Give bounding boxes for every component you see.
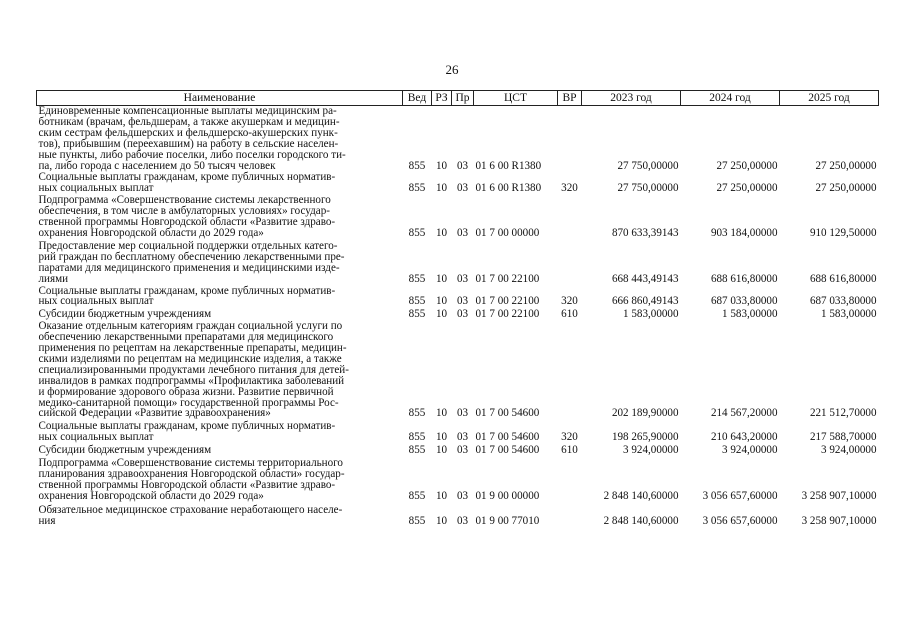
row-name-line: Социальные выплаты гражданам, кроме публичных норматив- xyxy=(38,284,336,297)
amount-2025-cell: 3 258 907,10000 xyxy=(801,514,877,527)
vr-cell: 320 xyxy=(561,295,578,308)
ved-cell: 855 xyxy=(408,295,426,308)
amount-2024-cell: 688 616,80000 xyxy=(710,272,778,285)
amount-2025-cell: 27 250,00000 xyxy=(815,159,877,172)
amount-2023-cell: 870 633,39143 xyxy=(611,226,679,239)
amount-2024-cell: 1 583,00000 xyxy=(722,308,778,321)
column-header-2023: 2023 год xyxy=(582,91,681,106)
row-name-cell xyxy=(37,106,403,172)
rz-cell: 10 xyxy=(435,272,448,285)
cst-cell: 01 7 00 22100 xyxy=(475,295,540,308)
row-name-line: инвалидов в рамках подпрограммы «Профилактика заболеваний xyxy=(38,374,345,387)
table-row xyxy=(37,285,879,308)
amount-2023-cell: 198 265,90000 xyxy=(611,431,679,444)
amount-2025-cell: 910 129,50000 xyxy=(809,226,877,239)
row-name-line: Подпрограмма «Совершенствование системы территориального xyxy=(38,457,343,470)
ved-cell: 855 xyxy=(408,514,426,527)
amount-2025-cell: 3 924,00000 xyxy=(821,444,877,457)
amount-2024-cell: 903 184,00000 xyxy=(710,226,778,239)
vr-cell: 610 xyxy=(561,308,578,321)
table-body xyxy=(37,106,879,527)
row-name-line: ных социальных выплат xyxy=(38,182,154,195)
pr-cell: 03 xyxy=(456,272,469,285)
row-name-line: паратами для медицинского применения и медицинскими изде- xyxy=(38,261,340,274)
vr-cell: 320 xyxy=(561,182,578,195)
column-header-vr: ВР xyxy=(558,91,582,106)
row-name-line: специализированными продуктами лечебного питания для детей- xyxy=(38,363,349,376)
cst-cell: 01 7 00 54600 xyxy=(475,431,540,444)
cst-cell: 01 7 00 22100 xyxy=(475,308,540,321)
table-row xyxy=(37,171,879,194)
cst-cell: 01 6 00 R1380 xyxy=(475,182,542,195)
column-header-2024: 2024 год xyxy=(681,91,780,106)
row-name-cell xyxy=(37,239,403,285)
ved-cell: 855 xyxy=(408,407,426,420)
row-name-line: сийской Федерации «Развитие здравоохранения» xyxy=(38,407,271,420)
row-name-line: скими изделиями по рецептам на медицинские изделия, а также xyxy=(38,352,342,365)
amount-2024-cell: 210 643,20000 xyxy=(710,431,778,444)
vr-cell xyxy=(558,456,582,502)
rz-cell: 10 xyxy=(435,407,448,420)
amount-2023-cell: 668 443,49143 xyxy=(611,272,679,285)
table-row xyxy=(37,239,879,285)
pr-cell: 03 xyxy=(456,407,469,420)
column-header-name: Наименование xyxy=(37,91,403,106)
row-name-line: ским сестрам фельдшерских и фельдшерско-акушерских пунк- xyxy=(38,126,338,139)
rz-cell: 10 xyxy=(435,444,448,457)
amount-2025-cell: 217 588,70000 xyxy=(809,431,877,444)
row-name-line: охранения Новгородской области до 2029 года» xyxy=(38,489,264,502)
rz-cell: 10 xyxy=(435,226,448,239)
amount-2025-cell: 3 258 907,10000 xyxy=(801,489,877,502)
row-name-line: ственной программы Новгородской области «Развитие здраво- xyxy=(38,478,336,491)
row-name-line: ственной программы Новгородской области «Развитие здраво- xyxy=(38,216,336,229)
table-row xyxy=(37,194,879,239)
amount-2025-cell: 687 033,80000 xyxy=(809,295,877,308)
amount-2023-cell: 3 924,00000 xyxy=(623,444,679,457)
cst-cell: 01 9 00 00000 xyxy=(475,489,540,502)
cst-cell: 01 7 00 00000 xyxy=(475,226,540,239)
amount-2024-cell: 3 056 657,60000 xyxy=(702,489,778,502)
row-name-line: Обязательное медицинское страхование неработающего населе- xyxy=(38,503,343,516)
cst-cell: 01 7 00 54600 xyxy=(475,444,540,457)
row-name-cell xyxy=(37,320,403,419)
ved-cell: 855 xyxy=(408,272,426,285)
amount-2024-cell: 214 567,20000 xyxy=(710,407,778,420)
amount-2023-cell: 666 860,49143 xyxy=(611,295,679,308)
row-name-line: Социальные выплаты гражданам, кроме публичных норматив- xyxy=(38,171,336,184)
row-name-line: Подпрограмма «Совершенствование системы лекарственного xyxy=(38,194,331,207)
row-name-line: обеспечению лекарственными препаратами для медицинского xyxy=(38,331,334,344)
row-name-line: Предоставление мер социальной поддержки отдельных катего- xyxy=(38,239,338,252)
column-header-pr: Пр xyxy=(452,91,474,106)
row-name-line: тов), прибывшим (переехавшим) на работу в сельские населен- xyxy=(38,137,339,150)
row-name-cell xyxy=(37,307,403,320)
column-header-cst: ЦСТ xyxy=(474,91,558,106)
row-name-cell xyxy=(37,419,403,443)
rz-cell: 10 xyxy=(435,308,448,321)
row-name-line: лиями xyxy=(38,272,69,285)
row-name-cell xyxy=(37,171,403,194)
vr-cell xyxy=(558,106,582,172)
row-name-cell xyxy=(37,285,403,308)
amount-2023-cell: 27 750,00000 xyxy=(617,159,679,172)
ved-cell: 855 xyxy=(408,182,426,195)
ved-cell: 855 xyxy=(408,308,426,321)
rz-cell: 10 xyxy=(435,489,448,502)
vr-cell: 610 xyxy=(561,444,578,457)
cst-cell: 01 7 00 22100 xyxy=(475,272,540,285)
vr-cell: 320 xyxy=(561,431,578,444)
row-name-line: и формирование здорового образа жизни. Развитие первичной xyxy=(38,385,334,398)
vr-cell xyxy=(558,502,582,527)
amount-2025-cell: 1 583,00000 xyxy=(821,308,877,321)
row-name-line: ботникам (врачам, фельдшерам, а также акушеркам и медицин- xyxy=(38,115,340,128)
row-name-line: ные пункты, либо рабочие поселки, либо поселки городского ти- xyxy=(38,148,346,161)
table-row xyxy=(37,320,879,419)
amount-2023-cell: 2 848 140,60000 xyxy=(603,514,679,527)
vr-cell xyxy=(558,239,582,285)
pr-cell: 03 xyxy=(456,226,469,239)
column-header-2025: 2025 год xyxy=(780,91,879,106)
pr-cell: 03 xyxy=(456,489,469,502)
table-row xyxy=(37,502,879,527)
rz-cell: 10 xyxy=(435,431,448,444)
row-name-line: обеспечения, в том числе в амбулаторных условиях» государ- xyxy=(38,205,330,218)
row-name-line: Социальные выплаты гражданам, кроме публичных норматив- xyxy=(38,420,336,433)
amount-2023-cell: 202 189,90000 xyxy=(611,407,679,420)
row-name-line: па, либо города с населением до 50 тысяч человек xyxy=(38,159,276,172)
row-name-cell xyxy=(37,194,403,239)
amount-2025-cell: 688 616,80000 xyxy=(809,272,877,285)
amount-2025-cell: 221 512,70000 xyxy=(809,407,877,420)
pr-cell: 03 xyxy=(456,295,469,308)
ved-cell: 855 xyxy=(408,159,426,172)
row-name-line: Субсидии бюджетным учреждениям xyxy=(38,308,212,321)
ved-cell: 855 xyxy=(408,444,426,457)
pr-cell: 03 xyxy=(456,514,469,527)
budget-table xyxy=(36,90,879,527)
rz-cell: 10 xyxy=(435,182,448,195)
table-row xyxy=(37,443,879,456)
row-name-line: ных социальных выплат xyxy=(38,295,154,308)
table-row xyxy=(37,419,879,443)
table-row xyxy=(37,456,879,502)
row-name-line: ния xyxy=(38,514,56,527)
amount-2024-cell: 687 033,80000 xyxy=(710,295,778,308)
row-name-line: Субсидии бюджетным учреждениям xyxy=(38,444,212,457)
vr-cell xyxy=(558,320,582,419)
table-row xyxy=(37,307,879,320)
amount-2024-cell: 27 250,00000 xyxy=(716,182,778,195)
cst-cell: 01 7 00 54600 xyxy=(475,407,540,420)
rz-cell: 10 xyxy=(435,514,448,527)
row-name-line: Единовременные компенсационные выплаты медицинским ра- xyxy=(38,105,337,117)
row-name-line: рий граждан по бесплатному обеспечению лекарственными пре- xyxy=(38,250,345,263)
cst-cell: 01 9 00 77010 xyxy=(475,514,540,527)
cst-cell: 01 6 00 R1380 xyxy=(475,159,542,172)
row-name-line: планирования здравоохранения Новгородской области» государ- xyxy=(38,468,345,480)
ved-cell: 855 xyxy=(408,489,426,502)
amount-2023-cell: 2 848 140,60000 xyxy=(603,489,679,502)
row-name-line: ных социальных выплат xyxy=(38,431,154,444)
table-row xyxy=(37,106,879,172)
amount-2023-cell: 1 583,00000 xyxy=(623,308,679,321)
ved-cell: 855 xyxy=(408,226,426,239)
table-header-row xyxy=(37,91,879,106)
pr-cell: 03 xyxy=(456,431,469,444)
row-name-line: медико-санитарной помощи» государственной программы Рос- xyxy=(38,396,339,409)
amount-2023-cell: 27 750,00000 xyxy=(617,182,679,195)
column-header-ved: Вед xyxy=(403,91,432,106)
row-name-cell xyxy=(37,456,403,502)
row-name-cell xyxy=(37,502,403,527)
row-name-line: Оказание отдельным категориям граждан социальной услуги по xyxy=(38,320,343,333)
rz-cell: 10 xyxy=(435,159,448,172)
amount-2024-cell: 27 250,00000 xyxy=(716,159,778,172)
column-header-rz: РЗ xyxy=(432,91,452,106)
pr-cell: 03 xyxy=(456,159,469,172)
row-name-line: охранения Новгородской области до 2029 года» xyxy=(38,226,264,239)
pr-cell: 03 xyxy=(456,444,469,457)
amount-2024-cell: 3 924,00000 xyxy=(722,444,778,457)
amount-2024-cell: 3 056 657,60000 xyxy=(702,514,778,527)
pr-cell: 03 xyxy=(456,308,469,321)
ved-cell: 855 xyxy=(408,431,426,444)
vr-cell xyxy=(558,194,582,239)
page-number: 26 xyxy=(445,62,459,77)
row-name-cell xyxy=(37,443,403,456)
pr-cell: 03 xyxy=(456,182,469,195)
row-name-line: применения по рецептам на лекарственные препараты, медицин- xyxy=(38,342,347,355)
rz-cell: 10 xyxy=(435,295,448,308)
amount-2025-cell: 27 250,00000 xyxy=(815,182,877,195)
